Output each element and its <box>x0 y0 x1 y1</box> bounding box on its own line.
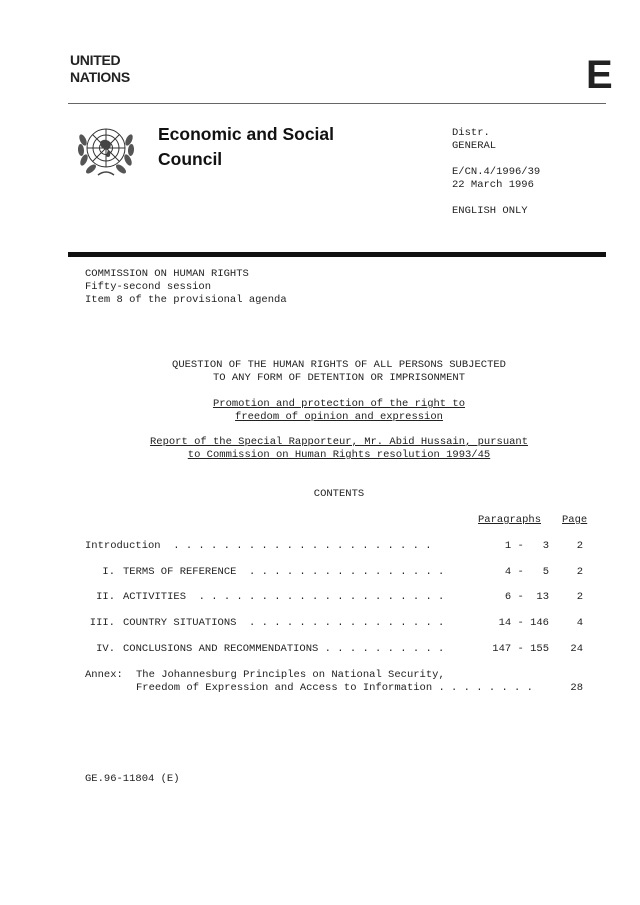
distribution-block <box>452 127 540 218</box>
toc-paragraphs: 1 - 3 <box>504 540 549 552</box>
distr-general: GENERAL <box>452 140 497 152</box>
contents-heading: CONTENTS <box>313 488 365 500</box>
council-name-line2: Council <box>158 149 223 169</box>
document-question-title <box>68 359 610 385</box>
annex-label: Annex: <box>85 669 123 681</box>
topic-line2: freedom of opinion and expression <box>235 411 443 423</box>
commission-item: Item 8 of the provisional agenda <box>85 294 287 306</box>
document-report-title <box>68 436 610 462</box>
toc-paragraphs: 147 - 155 <box>492 643 549 655</box>
header-divider <box>68 103 606 104</box>
toc-row <box>85 617 591 630</box>
toc-title: COUNTRY SITUATIONS . . . . . . . . . . . . . . . . <box>123 617 445 629</box>
org-name <box>70 52 130 86</box>
toc-page: 4 <box>576 617 583 629</box>
toc-page: 2 <box>576 591 583 603</box>
toc-row <box>85 566 591 579</box>
un-emblem-icon <box>74 120 138 180</box>
org-name-line2: NATIONS <box>70 69 130 85</box>
toc-paragraphs: 6 - 13 <box>504 591 549 603</box>
toc-number: III. <box>89 617 115 629</box>
document-topic <box>68 398 610 424</box>
toc-paragraphs: 4 - 5 <box>504 566 549 578</box>
toc-row <box>85 591 591 604</box>
toc-number: IV. <box>96 643 115 655</box>
toc-title: TERMS OF REFERENCE . . . . . . . . . . . . . . . . <box>123 566 445 578</box>
question-line2: TO ANY FORM OF DETENTION OR IMPRISONMENT <box>212 372 466 384</box>
distr-label: Distr. <box>452 127 490 139</box>
document-date: 22 March 1996 <box>452 179 534 191</box>
toc-annex-row <box>85 669 591 695</box>
column-header-paragraphs: Paragraphs <box>478 514 542 526</box>
toc-page: 28 <box>570 682 583 694</box>
column-header-page: Page <box>562 514 588 526</box>
commission-session: Fifty-second session <box>85 281 212 293</box>
commission-block <box>85 268 287 307</box>
topic-line1: Promotion and protection of the right to <box>212 398 466 410</box>
question-line1: QUESTION OF THE HUMAN RIGHTS OF ALL PERSONS SUBJECTED <box>172 359 506 371</box>
job-number: GE.96-11804 (E) <box>85 773 180 785</box>
document-symbol: E/CN.4/1996/39 <box>452 166 541 178</box>
annex-line2: Freedom of Expression and Access to Information . . . . . . . . <box>136 682 533 694</box>
toc-page: 2 <box>576 566 583 578</box>
toc-title: Introduction . . . . . . . . . . . . . . . . . . . . . <box>85 540 432 552</box>
org-name-line1: UNITED <box>70 52 121 68</box>
commission-name: COMMISSION ON HUMAN RIGHTS <box>85 268 249 280</box>
report-line2: to Commission on Human Rights resolution 1993/45 <box>187 449 491 461</box>
toc-page: 24 <box>570 643 583 655</box>
series-letter: E <box>586 53 613 97</box>
council-name-line1: Economic and Social <box>158 124 335 144</box>
toc-number: I. <box>102 566 115 578</box>
toc-row <box>85 643 591 656</box>
document-language: ENGLISH ONLY <box>452 205 528 217</box>
annex-line1: The Johannesburg Principles on National Security, <box>136 669 445 681</box>
toc-title: CONCLUSIONS AND RECOMMENDATIONS . . . . . . . . . . <box>123 643 445 655</box>
toc-page: 2 <box>576 540 583 552</box>
header-thick-divider <box>68 252 606 257</box>
toc-number: II. <box>96 591 115 603</box>
toc-row <box>85 540 591 553</box>
council-name <box>158 122 334 172</box>
report-line1: Report of the Special Rapporteur, Mr. Abid Hussain, pursuant <box>149 436 529 448</box>
toc-paragraphs: 14 - 146 <box>498 617 549 629</box>
toc-title: ACTIVITIES . . . . . . . . . . . . . . . . . . . . <box>123 591 445 603</box>
